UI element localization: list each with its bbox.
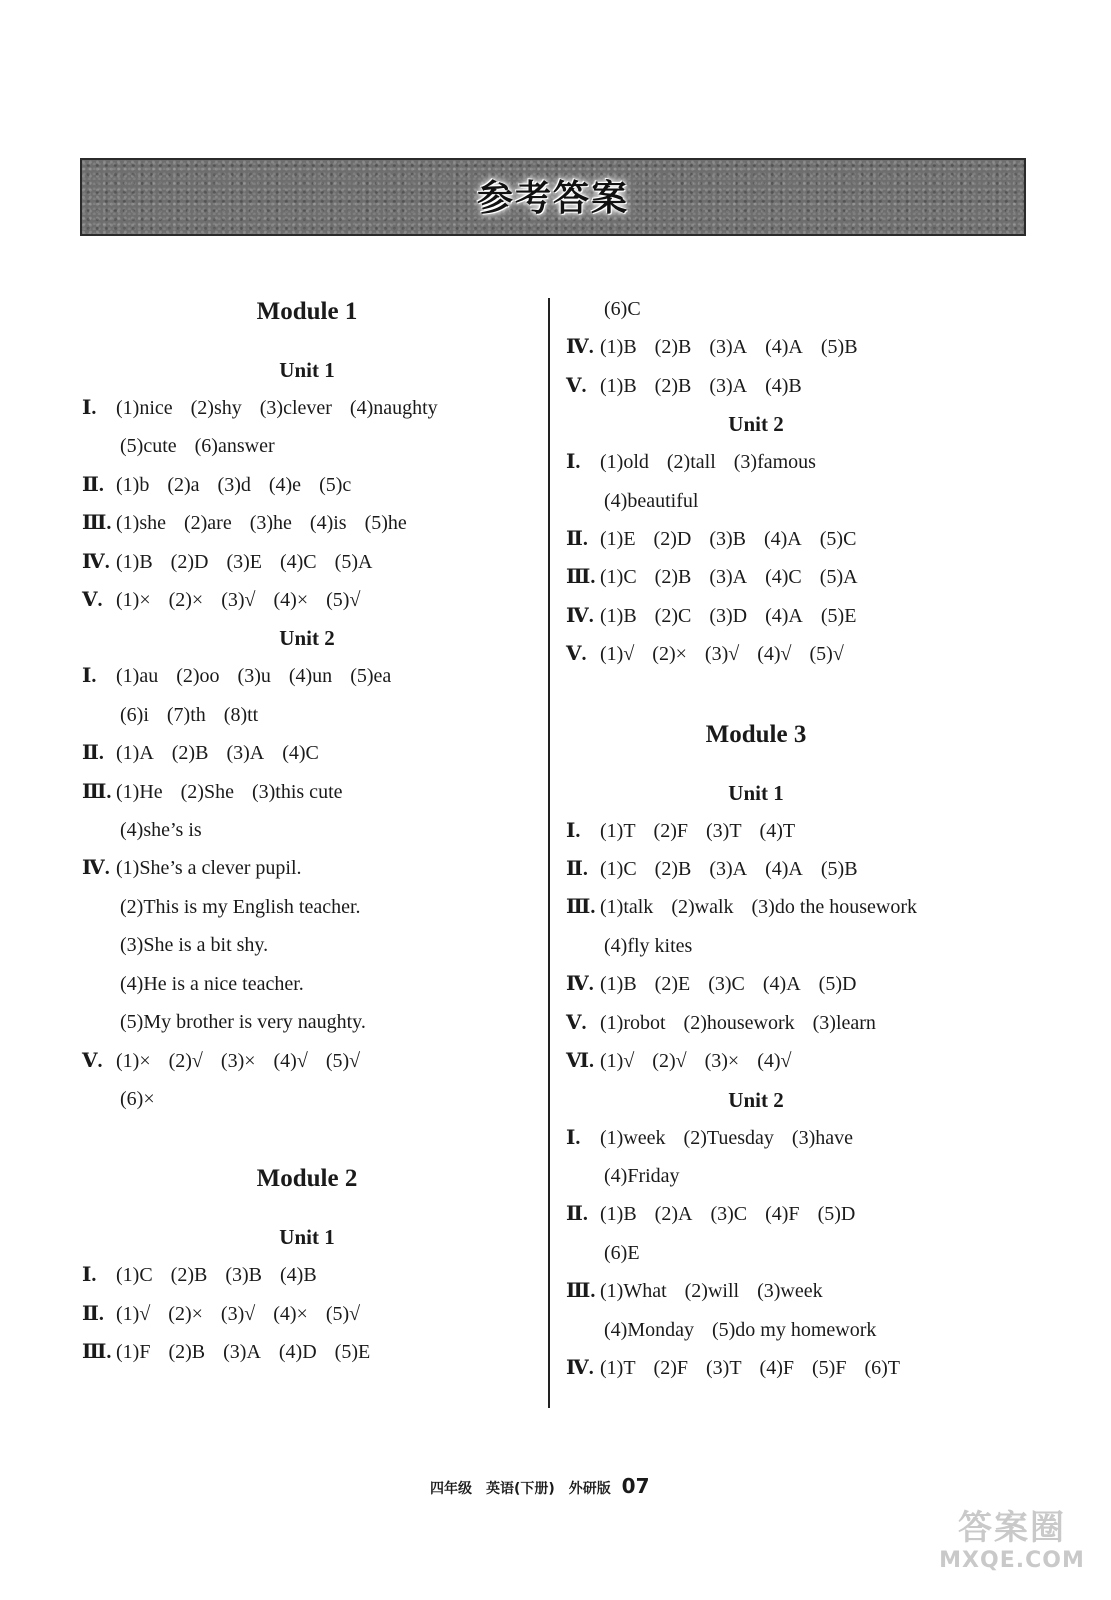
answer-item: (5)√ <box>326 589 361 612</box>
answer-item: (1)She’s a clever pupil. <box>116 857 302 880</box>
page-footer <box>430 1474 650 1498</box>
answer-line <box>82 466 532 504</box>
answer-item: (1)B <box>600 336 637 359</box>
answer-item: (1)b <box>116 473 150 496</box>
answer-item: (2)C <box>654 604 692 627</box>
answer-block <box>82 389 532 619</box>
answer-item: (2)√ <box>652 1050 687 1073</box>
answer-item: (5)F <box>812 1356 847 1379</box>
question-number: Ⅰ. <box>82 1264 97 1287</box>
answer-item: (4)A <box>765 336 803 359</box>
answer-item: (1)√ <box>600 1050 635 1073</box>
answer-item: (5)he <box>364 512 407 535</box>
answer-item: (3)T <box>706 819 742 842</box>
answer-item: (3)learn <box>812 1011 876 1034</box>
unit-title: Unit 2 <box>728 412 784 437</box>
question-number: Ⅴ. <box>566 374 587 397</box>
question-number: Ⅳ. <box>566 1356 594 1379</box>
answer-item: (3)do the housework <box>751 896 918 919</box>
question-number: Ⅴ. <box>82 1049 103 1072</box>
answer-block <box>566 812 1026 1081</box>
answer-item: (4)naughty <box>349 397 438 419</box>
answer-item: (4)C <box>279 550 317 573</box>
answer-item: (5)cute <box>120 435 177 458</box>
answer-item: (2)B <box>170 1264 208 1287</box>
answer-line <box>82 888 532 926</box>
answer-block <box>82 657 532 1118</box>
unit-title: Unit 1 <box>279 1225 335 1250</box>
question-number: Ⅲ. <box>82 780 112 803</box>
answer-item: (1)T <box>600 819 636 842</box>
question-number: Ⅱ. <box>566 858 588 881</box>
answer-item: (5)B <box>820 858 858 881</box>
answer-line <box>82 965 532 1003</box>
answer-item: (2)× <box>652 643 687 666</box>
answer-line <box>566 1004 1026 1042</box>
answer-item: (2)She <box>180 780 234 803</box>
answer-item: (3)A <box>709 374 748 397</box>
answer-item: (1)F <box>116 1341 151 1364</box>
answer-item: (4)B <box>765 374 802 397</box>
answer-line <box>566 888 1026 926</box>
answer-item: (4)A <box>765 604 803 627</box>
answer-item: (1)B <box>116 550 153 573</box>
answer-item: (2)tall <box>666 451 716 474</box>
answer-item: (3)A <box>709 566 748 589</box>
answer-item: (1)au <box>116 665 159 688</box>
answer-item: (6)× <box>120 1087 155 1110</box>
answer-line <box>82 427 532 465</box>
answer-item: (5)E <box>820 604 857 627</box>
answer-line <box>82 389 532 427</box>
answer-item: (1)A <box>116 742 154 765</box>
question-number: Ⅳ. <box>566 604 594 627</box>
answer-item: (2)walk <box>671 896 734 919</box>
question-number: Ⅱ. <box>82 742 104 765</box>
answer-item: (2)This is my English teacher. <box>120 895 361 918</box>
answer-item: (4)T <box>759 819 796 842</box>
question-number: Ⅰ. <box>566 1126 581 1149</box>
answer-item: (2)× <box>168 1302 203 1325</box>
unit-title: Unit 2 <box>728 1087 784 1112</box>
answer-item: (4)× <box>273 589 309 612</box>
answer-line <box>566 1157 1026 1195</box>
answer-item: (3)She is a bit shy. <box>120 934 269 957</box>
answer-block <box>566 1119 1026 1388</box>
answer-item: (1)B <box>600 374 637 397</box>
answer-item: (3)× <box>220 1049 256 1072</box>
answer-item: (5)√ <box>325 1049 361 1072</box>
question-number: Ⅰ. <box>82 665 97 688</box>
answer-item: (4)√ <box>757 643 792 666</box>
answer-line <box>82 696 532 734</box>
question-number: Ⅴ. <box>566 1011 587 1034</box>
answer-item: (2)shy <box>190 397 242 419</box>
answer-line <box>82 543 532 581</box>
answer-line <box>82 734 532 772</box>
answer-item: (3)× <box>704 1050 740 1073</box>
answer-line <box>566 1119 1026 1157</box>
answer-item: (2)B <box>654 566 692 589</box>
answer-line <box>82 1080 532 1118</box>
answer-item: (1)B <box>600 973 637 996</box>
answer-line <box>566 1349 1026 1387</box>
answer-item: (2)B <box>171 742 209 765</box>
watermark-bottom: MXQE.COM <box>939 1548 1085 1573</box>
answer-item: (3)√ <box>221 589 256 612</box>
answer-item: (1)C <box>116 1264 153 1287</box>
answer-item: (4)A <box>765 858 803 881</box>
answer-item: (3)A <box>709 336 748 359</box>
answer-item: (2)a <box>167 473 200 496</box>
module-title: Module 2 <box>256 1165 358 1193</box>
answer-item: (1)√ <box>116 1302 151 1325</box>
question-number: Ⅱ. <box>82 1302 104 1325</box>
answer-item: (3)T <box>706 1356 742 1379</box>
question-number: Ⅳ. <box>82 857 110 880</box>
answer-item: (4)A <box>762 973 801 996</box>
answer-item: (1)talk <box>600 896 654 919</box>
answer-item: (2)B <box>654 374 692 397</box>
answer-item: (1)× <box>116 589 151 612</box>
answer-line <box>566 927 1026 965</box>
answer-item: (4)A <box>763 528 802 551</box>
answer-line <box>82 581 532 619</box>
answer-item: (4)Friday <box>604 1164 680 1187</box>
answer-item: (5)A <box>334 550 373 573</box>
answer-item: (1)T <box>600 1356 636 1379</box>
question-number: Ⅰ. <box>566 451 581 474</box>
answer-block <box>82 1256 532 1371</box>
answer-item: (3)A <box>709 858 748 881</box>
answer-line <box>566 597 1026 635</box>
answer-item: (1)C <box>600 566 637 589</box>
answer-line <box>82 504 532 542</box>
answer-item: (4)she’s is <box>120 819 202 842</box>
answer-item: (1)B <box>600 604 637 627</box>
answer-item: (1)× <box>116 1049 151 1072</box>
answer-line <box>82 1003 532 1041</box>
answer-item: (4)He is a nice teacher. <box>120 972 304 995</box>
answer-line <box>82 849 532 887</box>
answer-item: (2)D <box>170 550 209 573</box>
answer-item: (2)F <box>653 819 688 842</box>
answer-item: (3)have <box>791 1126 853 1149</box>
answer-item: (3)u <box>237 665 271 688</box>
answer-line <box>82 1042 532 1080</box>
answer-item: (3)d <box>217 473 251 496</box>
answer-item: (3)A <box>223 1341 261 1364</box>
answer-item: (3)B <box>709 528 746 551</box>
answer-item: (3)√ <box>220 1302 256 1325</box>
answer-item: (2)oo <box>176 665 220 688</box>
answer-item: (1)she <box>116 512 166 535</box>
answer-item: (1)He <box>116 780 163 803</box>
page-title: 参考答案 <box>476 178 629 219</box>
answer-item: (2)will <box>684 1280 740 1303</box>
question-number: Ⅲ. <box>566 896 596 919</box>
watermark-top: 答案圈 <box>958 1508 1066 1548</box>
module-title: Module 3 <box>705 720 807 748</box>
answer-item: (2)× <box>168 589 204 612</box>
question-number: Ⅲ. <box>566 566 596 589</box>
answer-line <box>82 1333 532 1371</box>
answer-item: (5)My brother is very naughty. <box>120 1011 366 1034</box>
answer-line <box>566 812 1026 850</box>
answer-item: (1)C <box>600 858 637 881</box>
answer-item: (4)F <box>759 1356 794 1379</box>
question-number: Ⅲ. <box>82 1341 112 1364</box>
answer-line <box>82 1295 532 1333</box>
answer-item: (5)E <box>334 1341 371 1364</box>
answer-item: (3)D <box>709 604 748 627</box>
answer-item: (3)clever <box>259 397 332 419</box>
answer-item: (5)D <box>817 1203 856 1226</box>
answer-line <box>566 558 1026 596</box>
answer-item: (3)C <box>710 1203 748 1226</box>
left-column <box>82 295 532 1372</box>
answer-item: (5)c <box>319 473 352 496</box>
answer-line <box>566 290 1026 328</box>
answer-item: (2)housework <box>683 1011 795 1034</box>
answer-item: (4)Monday <box>604 1318 694 1341</box>
answer-item: (6)i <box>120 703 149 726</box>
answer-item: (4)un <box>288 665 333 688</box>
answer-item: (1)old <box>600 451 649 474</box>
answer-line <box>566 1195 1026 1233</box>
answer-item: (3)week <box>757 1280 823 1303</box>
answer-item: (4)D <box>278 1341 317 1364</box>
answer-line <box>566 1042 1026 1080</box>
answer-line <box>566 850 1026 888</box>
answer-item: (7)th <box>166 703 206 726</box>
answer-line <box>82 926 532 964</box>
answer-item: (4)√ <box>273 1049 308 1072</box>
answer-item: (5)B <box>820 336 858 359</box>
answer-item: (3)he <box>249 512 292 535</box>
answer-item: (2)are <box>183 512 232 535</box>
answer-item: (3)E <box>226 550 262 573</box>
answer-line <box>566 1272 1026 1310</box>
answer-item: (1)robot <box>600 1011 666 1034</box>
answer-line <box>566 367 1026 405</box>
unit-title: Unit 1 <box>279 358 335 382</box>
answer-item: (6)T <box>864 1356 900 1379</box>
question-number: Ⅰ. <box>566 819 581 842</box>
answer-item: (4)e <box>268 473 302 496</box>
question-number: Ⅳ. <box>566 336 594 359</box>
answer-line <box>82 1256 532 1294</box>
question-number: Ⅴ. <box>82 589 103 612</box>
watermark-logo <box>927 1508 1097 1574</box>
answer-line <box>566 1311 1026 1349</box>
answer-item: (4)fly kites <box>604 934 693 957</box>
unit-title: Unit 1 <box>728 780 784 805</box>
answer-item: (4)√ <box>757 1050 792 1073</box>
question-number: Ⅱ. <box>82 473 104 496</box>
footer-text: 四年级 英语(下册) 外研版 <box>430 1481 611 1497</box>
answer-item: (5)do my homework <box>711 1318 877 1341</box>
answer-item: (4)F <box>765 1203 800 1226</box>
question-number: Ⅲ. <box>82 512 112 535</box>
answer-line <box>566 1234 1026 1272</box>
answer-item: (3)C <box>708 973 745 996</box>
column-divider <box>548 298 550 1408</box>
answer-item: (8)tt <box>223 703 259 726</box>
answer-line <box>566 482 1026 520</box>
answer-item: (5)D <box>818 973 857 996</box>
answer-item: (3)A <box>226 742 265 765</box>
answer-item: (4)× <box>273 1302 308 1325</box>
right-column <box>566 290 1026 1387</box>
answer-item: (2)B <box>168 1341 206 1364</box>
answer-line <box>566 443 1026 481</box>
answer-item: (6)C <box>604 298 641 320</box>
answer-item: (1)E <box>600 528 636 551</box>
unit-title: Unit 2 <box>279 626 335 651</box>
answer-item: (4)B <box>280 1264 317 1287</box>
answer-item: (4)is <box>309 512 347 535</box>
answer-line <box>82 657 532 695</box>
answer-line <box>566 965 1026 1003</box>
answer-item: (1)week <box>600 1126 666 1149</box>
answer-item: (3)famous <box>733 451 816 474</box>
answer-item: (6)answer <box>194 435 275 458</box>
answer-item: (2)B <box>654 858 692 881</box>
answer-block <box>566 290 1026 405</box>
answer-item: (2)√ <box>168 1049 203 1072</box>
answer-item: (3)B <box>225 1264 263 1287</box>
answer-item: (3)√ <box>704 643 740 666</box>
answer-line <box>82 811 532 849</box>
answer-item: (2)F <box>653 1356 688 1379</box>
answer-line <box>566 520 1026 558</box>
answer-item: (2)B <box>654 336 692 359</box>
answer-item: (2)D <box>653 528 692 551</box>
answer-item: (3)this cute <box>251 780 343 803</box>
question-number: Ⅴ. <box>566 643 587 666</box>
answer-line <box>566 635 1026 673</box>
answer-item: (1)√ <box>600 643 635 666</box>
page-number: 07 <box>621 1474 650 1498</box>
answer-item: (5)A <box>819 566 858 589</box>
title-banner <box>80 158 1026 236</box>
answer-item: (5)√ <box>325 1302 361 1325</box>
question-number: Ⅱ. <box>566 1203 588 1226</box>
question-number: Ⅳ. <box>82 550 110 573</box>
answer-item: (5)ea <box>350 665 392 688</box>
answer-line <box>566 328 1026 366</box>
question-number: Ⅰ. <box>82 397 97 419</box>
answer-item: (1)nice <box>116 397 173 419</box>
question-number: Ⅲ. <box>566 1280 596 1303</box>
answer-item: (2)E <box>654 973 691 996</box>
answer-line <box>82 773 532 811</box>
question-number: Ⅱ. <box>566 528 588 551</box>
answer-item: (1)B <box>600 1203 637 1226</box>
answer-block <box>566 443 1026 673</box>
question-number: Ⅳ. <box>566 973 594 996</box>
answer-item: (2)A <box>654 1203 693 1226</box>
answer-item: (4)C <box>282 742 319 765</box>
answer-item: (4)beautiful <box>604 489 699 512</box>
answer-item: (5)C <box>819 528 857 551</box>
answer-item: (5)√ <box>809 643 844 666</box>
question-number: Ⅵ. <box>566 1050 594 1073</box>
answer-item: (1)What <box>600 1280 667 1303</box>
answer-item: (4)C <box>765 566 802 589</box>
answer-item: (2)Tuesday <box>683 1126 774 1149</box>
module-title: Module 1 <box>256 298 358 325</box>
answer-item: (6)E <box>604 1241 640 1264</box>
